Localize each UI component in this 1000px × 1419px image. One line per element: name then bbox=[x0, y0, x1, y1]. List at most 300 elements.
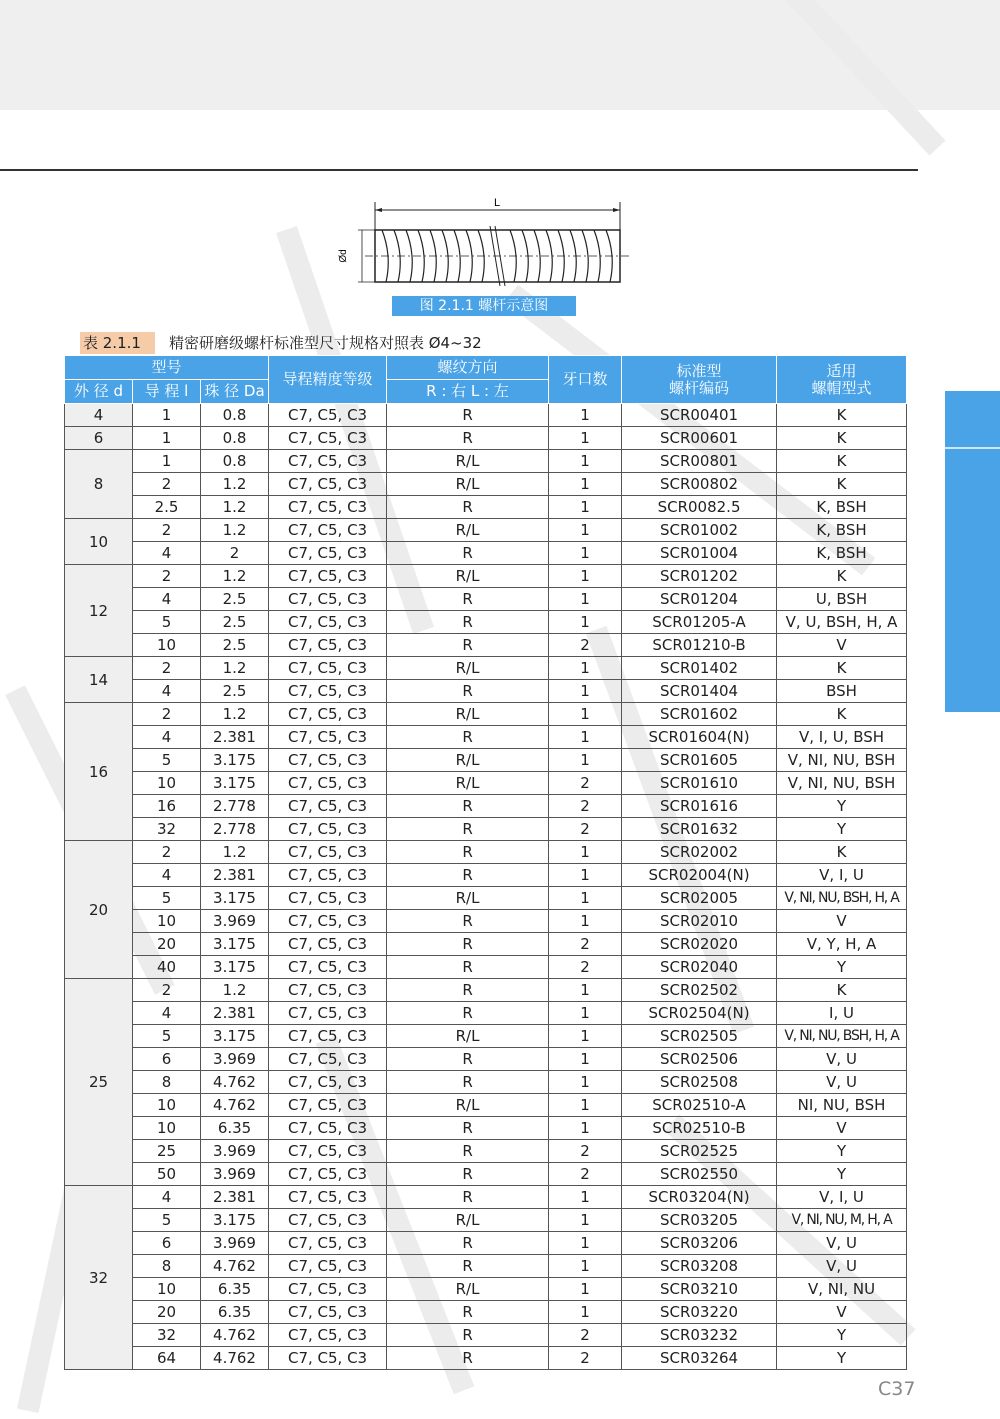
figure-caption: 图 2.1.1 螺杆示意图 bbox=[392, 296, 576, 316]
direction-cell: R bbox=[387, 1232, 549, 1255]
nut-type-cell: K bbox=[777, 657, 907, 680]
direction-cell: R bbox=[387, 818, 549, 841]
accuracy-cell: C7, C5, C3 bbox=[269, 1117, 387, 1140]
starts-cell: 2 bbox=[549, 1140, 622, 1163]
starts-cell: 1 bbox=[549, 1209, 622, 1232]
lead-cell: 2 bbox=[133, 657, 201, 680]
ball-diameter-cell: 2.5 bbox=[201, 680, 269, 703]
starts-cell: 1 bbox=[549, 542, 622, 565]
direction-cell: R bbox=[387, 795, 549, 818]
code-cell: SCR02505 bbox=[622, 1025, 777, 1048]
lead-cell: 5 bbox=[133, 1025, 201, 1048]
ball-diameter-cell: 3.969 bbox=[201, 910, 269, 933]
direction-cell: R bbox=[387, 427, 549, 450]
nut-type-cell: V, U bbox=[777, 1048, 907, 1071]
starts-cell: 1 bbox=[549, 979, 622, 1002]
ball-diameter-cell: 4.762 bbox=[201, 1094, 269, 1117]
screw-drawing bbox=[330, 192, 660, 297]
nut-type-cell: K bbox=[777, 565, 907, 588]
lead-cell: 1 bbox=[133, 427, 201, 450]
header-nut bbox=[777, 356, 907, 404]
accuracy-cell: C7, C5, C3 bbox=[269, 1140, 387, 1163]
nut-type-cell: V, NI, NU, M, H, A bbox=[777, 1209, 907, 1232]
table-row bbox=[65, 1255, 907, 1278]
table-row bbox=[65, 1278, 907, 1301]
nut-type-cell: K bbox=[777, 703, 907, 726]
nut-type-cell: V, U bbox=[777, 1255, 907, 1278]
code-cell: SCR00601 bbox=[622, 427, 777, 450]
starts-cell: 1 bbox=[549, 1278, 622, 1301]
ball-diameter-cell: 3.969 bbox=[201, 1163, 269, 1186]
lead-cell: 32 bbox=[133, 1324, 201, 1347]
table-row bbox=[65, 657, 907, 680]
lead-cell: 2 bbox=[133, 473, 201, 496]
starts-cell: 1 bbox=[549, 1071, 622, 1094]
starts-cell: 2 bbox=[549, 933, 622, 956]
table-row bbox=[65, 956, 907, 979]
ball-diameter-cell: 1.2 bbox=[201, 496, 269, 519]
direction-cell: R/L bbox=[387, 1025, 549, 1048]
starts-cell: 1 bbox=[549, 496, 622, 519]
starts-cell: 1 bbox=[549, 450, 622, 473]
ball-diameter-cell: 4.762 bbox=[201, 1324, 269, 1347]
starts-cell: 1 bbox=[549, 657, 622, 680]
lead-cell: 10 bbox=[133, 1278, 201, 1301]
lead-cell: 4 bbox=[133, 726, 201, 749]
code-cell: SCR03206 bbox=[622, 1232, 777, 1255]
ball-diameter-cell: 4.762 bbox=[201, 1071, 269, 1094]
top-band bbox=[0, 0, 1000, 110]
accuracy-cell: C7, C5, C3 bbox=[269, 427, 387, 450]
nut-type-cell: K, BSH bbox=[777, 496, 907, 519]
code-cell: SCR02040 bbox=[622, 956, 777, 979]
ball-diameter-cell: 4.762 bbox=[201, 1347, 269, 1370]
direction-cell: R bbox=[387, 933, 549, 956]
accuracy-cell: C7, C5, C3 bbox=[269, 933, 387, 956]
direction-cell: R bbox=[387, 979, 549, 1002]
starts-cell: 1 bbox=[549, 1048, 622, 1071]
direction-cell: R bbox=[387, 542, 549, 565]
table-row bbox=[65, 795, 907, 818]
direction-cell: R bbox=[387, 588, 549, 611]
direction-cell: R bbox=[387, 1324, 549, 1347]
lead-cell: 4 bbox=[133, 542, 201, 565]
accuracy-cell: C7, C5, C3 bbox=[269, 1324, 387, 1347]
lead-cell: 25 bbox=[133, 1140, 201, 1163]
table-row bbox=[65, 565, 907, 588]
starts-cell: 1 bbox=[549, 1025, 622, 1048]
accuracy-cell: C7, C5, C3 bbox=[269, 1094, 387, 1117]
outer-diameter-cell: 8 bbox=[65, 450, 133, 519]
starts-cell: 1 bbox=[549, 749, 622, 772]
direction-cell: R bbox=[387, 1140, 549, 1163]
table-row bbox=[65, 979, 907, 1002]
lead-cell: 10 bbox=[133, 1117, 201, 1140]
starts-cell: 1 bbox=[549, 588, 622, 611]
starts-cell: 1 bbox=[549, 611, 622, 634]
table-row bbox=[65, 496, 907, 519]
lead-cell: 1 bbox=[133, 404, 201, 427]
direction-cell: R bbox=[387, 404, 549, 427]
accuracy-cell: C7, C5, C3 bbox=[269, 1163, 387, 1186]
starts-cell: 1 bbox=[549, 473, 622, 496]
accuracy-cell: C7, C5, C3 bbox=[269, 565, 387, 588]
lead-cell: 2 bbox=[133, 703, 201, 726]
code-cell: SCR01632 bbox=[622, 818, 777, 841]
code-cell: SCR03232 bbox=[622, 1324, 777, 1347]
lead-cell: 8 bbox=[133, 1071, 201, 1094]
direction-cell: R bbox=[387, 1255, 549, 1278]
side-tab bbox=[945, 391, 1000, 712]
direction-cell: R/L bbox=[387, 657, 549, 680]
header-starts: 牙口数 bbox=[549, 356, 622, 404]
outer-diameter-cell: 4 bbox=[65, 404, 133, 427]
lead-cell: 4 bbox=[133, 864, 201, 887]
starts-cell: 2 bbox=[549, 795, 622, 818]
nut-type-cell: V bbox=[777, 910, 907, 933]
table-body bbox=[65, 404, 907, 1370]
nut-type-cell: Y bbox=[777, 1347, 907, 1370]
outer-diameter-cell: 10 bbox=[65, 519, 133, 565]
direction-cell: R/L bbox=[387, 473, 549, 496]
diameter-label: Ød bbox=[338, 249, 349, 263]
ball-diameter-cell: 2.5 bbox=[201, 611, 269, 634]
ball-diameter-cell: 3.175 bbox=[201, 772, 269, 795]
lead-cell: 2 bbox=[133, 841, 201, 864]
direction-cell: R/L bbox=[387, 1094, 549, 1117]
ball-diameter-cell: 6.35 bbox=[201, 1117, 269, 1140]
ball-diameter-cell: 0.8 bbox=[201, 427, 269, 450]
direction-cell: R/L bbox=[387, 749, 549, 772]
starts-cell: 2 bbox=[549, 1324, 622, 1347]
code-cell: SCR02504(N) bbox=[622, 1002, 777, 1025]
starts-cell: 1 bbox=[549, 427, 622, 450]
starts-cell: 1 bbox=[549, 404, 622, 427]
accuracy-cell: C7, C5, C3 bbox=[269, 749, 387, 772]
header-ball-d: 珠 径 Da bbox=[201, 380, 269, 404]
code-cell: SCR01402 bbox=[622, 657, 777, 680]
direction-cell: R bbox=[387, 1048, 549, 1071]
accuracy-cell: C7, C5, C3 bbox=[269, 404, 387, 427]
code-cell: SCR01205-A bbox=[622, 611, 777, 634]
table-title bbox=[80, 332, 482, 354]
ball-diameter-cell: 3.969 bbox=[201, 1140, 269, 1163]
nut-type-cell: K, BSH bbox=[777, 519, 907, 542]
starts-cell: 2 bbox=[549, 956, 622, 979]
ball-diameter-cell: 2.381 bbox=[201, 864, 269, 887]
ball-diameter-cell: 1.2 bbox=[201, 841, 269, 864]
outer-diameter-cell: 25 bbox=[65, 979, 133, 1186]
table-row bbox=[65, 749, 907, 772]
nut-type-cell: K bbox=[777, 979, 907, 1002]
code-cell: SCR02510-A bbox=[622, 1094, 777, 1117]
starts-cell: 1 bbox=[549, 1117, 622, 1140]
outer-diameter-cell: 12 bbox=[65, 565, 133, 657]
direction-cell: R bbox=[387, 864, 549, 887]
code-cell: SCR03205 bbox=[622, 1209, 777, 1232]
table-row bbox=[65, 1025, 907, 1048]
lead-cell: 2 bbox=[133, 519, 201, 542]
table-row bbox=[65, 1117, 907, 1140]
direction-cell: R bbox=[387, 1117, 549, 1140]
header-code-line1: 标准型 bbox=[676, 361, 722, 380]
starts-cell: 1 bbox=[549, 726, 622, 749]
direction-cell: R/L bbox=[387, 887, 549, 910]
nut-type-cell: V, I, U bbox=[777, 864, 907, 887]
code-cell: SCR03210 bbox=[622, 1278, 777, 1301]
code-cell: SCR01616 bbox=[622, 795, 777, 818]
table-row bbox=[65, 1140, 907, 1163]
lead-cell: 4 bbox=[133, 1186, 201, 1209]
code-cell: SCR02510-B bbox=[622, 1117, 777, 1140]
outer-diameter-cell: 20 bbox=[65, 841, 133, 979]
lead-cell: 5 bbox=[133, 887, 201, 910]
table-row bbox=[65, 818, 907, 841]
outer-diameter-cell: 32 bbox=[65, 1186, 133, 1370]
starts-cell: 1 bbox=[549, 680, 622, 703]
nut-type-cell: V bbox=[777, 1117, 907, 1140]
lead-cell: 10 bbox=[133, 1094, 201, 1117]
direction-cell: R bbox=[387, 1347, 549, 1370]
header-lead: 导 程 l bbox=[133, 380, 201, 404]
accuracy-cell: C7, C5, C3 bbox=[269, 1301, 387, 1324]
lead-cell: 16 bbox=[133, 795, 201, 818]
direction-cell: R bbox=[387, 956, 549, 979]
nut-type-cell: V, NI, NU, BSH, H, A bbox=[777, 887, 907, 910]
direction-cell: R/L bbox=[387, 703, 549, 726]
direction-cell: R bbox=[387, 1071, 549, 1094]
code-cell: SCR03204(N) bbox=[622, 1186, 777, 1209]
ball-diameter-cell: 2.381 bbox=[201, 726, 269, 749]
table-row bbox=[65, 473, 907, 496]
accuracy-cell: C7, C5, C3 bbox=[269, 1278, 387, 1301]
lead-cell: 8 bbox=[133, 1255, 201, 1278]
ball-diameter-cell: 3.175 bbox=[201, 749, 269, 772]
accuracy-cell: C7, C5, C3 bbox=[269, 473, 387, 496]
table-row bbox=[65, 588, 907, 611]
starts-cell: 2 bbox=[549, 1347, 622, 1370]
direction-cell: R/L bbox=[387, 450, 549, 473]
lead-cell: 40 bbox=[133, 956, 201, 979]
starts-cell: 1 bbox=[549, 887, 622, 910]
table-row bbox=[65, 1209, 907, 1232]
starts-cell: 1 bbox=[549, 864, 622, 887]
starts-cell: 1 bbox=[549, 703, 622, 726]
direction-cell: R/L bbox=[387, 519, 549, 542]
accuracy-cell: C7, C5, C3 bbox=[269, 818, 387, 841]
table-row bbox=[65, 1324, 907, 1347]
accuracy-cell: C7, C5, C3 bbox=[269, 956, 387, 979]
ball-diameter-cell: 2.381 bbox=[201, 1186, 269, 1209]
ball-diameter-cell: 0.8 bbox=[201, 450, 269, 473]
ball-diameter-cell: 1.2 bbox=[201, 519, 269, 542]
direction-cell: R/L bbox=[387, 565, 549, 588]
header-code bbox=[622, 356, 777, 404]
code-cell: SCR02502 bbox=[622, 979, 777, 1002]
code-cell: SCR03220 bbox=[622, 1301, 777, 1324]
direction-cell: R bbox=[387, 1186, 549, 1209]
nut-type-cell: V, I, U bbox=[777, 1186, 907, 1209]
nut-type-cell: V, U bbox=[777, 1232, 907, 1255]
table-title-text: 精密研磨级螺杆标准型尺寸规格对照表 Ø4~32 bbox=[168, 334, 482, 352]
table-row bbox=[65, 1048, 907, 1071]
nut-type-cell: K bbox=[777, 404, 907, 427]
starts-cell: 2 bbox=[549, 1163, 622, 1186]
table-row bbox=[65, 1232, 907, 1255]
nut-type-cell: V, NI, NU, BSH bbox=[777, 749, 907, 772]
code-cell: SCR02525 bbox=[622, 1140, 777, 1163]
ball-diameter-cell: 2.778 bbox=[201, 818, 269, 841]
header-nut-line2: 螺帽型式 bbox=[811, 378, 872, 397]
lead-cell: 2 bbox=[133, 565, 201, 588]
lead-cell: 4 bbox=[133, 680, 201, 703]
lead-cell: 2.5 bbox=[133, 496, 201, 519]
table-row bbox=[65, 1347, 907, 1370]
starts-cell: 2 bbox=[549, 818, 622, 841]
accuracy-cell: C7, C5, C3 bbox=[269, 772, 387, 795]
code-cell: SCR01610 bbox=[622, 772, 777, 795]
starts-cell: 2 bbox=[549, 634, 622, 657]
code-cell: SCR00401 bbox=[622, 404, 777, 427]
length-label: L bbox=[493, 197, 501, 209]
code-cell: SCR01604(N) bbox=[622, 726, 777, 749]
ball-diameter-cell: 2.778 bbox=[201, 795, 269, 818]
lead-cell: 5 bbox=[133, 611, 201, 634]
direction-cell: R bbox=[387, 1002, 549, 1025]
ball-diameter-cell: 0.8 bbox=[201, 404, 269, 427]
nut-type-cell: Y bbox=[777, 956, 907, 979]
direction-cell: R bbox=[387, 680, 549, 703]
table-row bbox=[65, 1163, 907, 1186]
table-row bbox=[65, 542, 907, 565]
accuracy-cell: C7, C5, C3 bbox=[269, 910, 387, 933]
lead-cell: 2 bbox=[133, 979, 201, 1002]
code-cell: SCR01404 bbox=[622, 680, 777, 703]
accuracy-cell: C7, C5, C3 bbox=[269, 841, 387, 864]
outer-diameter-cell: 14 bbox=[65, 657, 133, 703]
nut-type-cell: BSH bbox=[777, 680, 907, 703]
ball-diameter-cell: 3.175 bbox=[201, 887, 269, 910]
accuracy-cell: C7, C5, C3 bbox=[269, 588, 387, 611]
table-row bbox=[65, 519, 907, 542]
nut-type-cell: Y bbox=[777, 1140, 907, 1163]
accuracy-cell: C7, C5, C3 bbox=[269, 519, 387, 542]
nut-type-cell: K bbox=[777, 427, 907, 450]
ball-diameter-cell: 2.5 bbox=[201, 588, 269, 611]
lead-cell: 20 bbox=[133, 1301, 201, 1324]
ball-diameter-cell: 2.5 bbox=[201, 634, 269, 657]
lead-cell: 6 bbox=[133, 1048, 201, 1071]
accuracy-cell: C7, C5, C3 bbox=[269, 1186, 387, 1209]
lead-cell: 20 bbox=[133, 933, 201, 956]
table-row bbox=[65, 427, 907, 450]
table-row bbox=[65, 841, 907, 864]
ball-diameter-cell: 2 bbox=[201, 542, 269, 565]
accuracy-cell: C7, C5, C3 bbox=[269, 1255, 387, 1278]
code-cell: SCR02506 bbox=[622, 1048, 777, 1071]
header-nut-line1: 适用 bbox=[826, 361, 857, 380]
accuracy-cell: C7, C5, C3 bbox=[269, 634, 387, 657]
table-row bbox=[65, 680, 907, 703]
nut-type-cell: V, U bbox=[777, 1071, 907, 1094]
ball-diameter-cell: 3.175 bbox=[201, 956, 269, 979]
outer-diameter-cell: 16 bbox=[65, 703, 133, 841]
code-cell: SCR02004(N) bbox=[622, 864, 777, 887]
nut-type-cell: V, U, BSH, H, A bbox=[777, 611, 907, 634]
code-cell: SCR01605 bbox=[622, 749, 777, 772]
lead-cell: 5 bbox=[133, 1209, 201, 1232]
header-direction: 螺纹方向 bbox=[387, 356, 549, 380]
direction-cell: R/L bbox=[387, 772, 549, 795]
lead-cell: 6 bbox=[133, 1232, 201, 1255]
direction-cell: R bbox=[387, 1301, 549, 1324]
nut-type-cell: Y bbox=[777, 1163, 907, 1186]
starts-cell: 1 bbox=[549, 1232, 622, 1255]
lead-cell: 50 bbox=[133, 1163, 201, 1186]
table-row bbox=[65, 1002, 907, 1025]
accuracy-cell: C7, C5, C3 bbox=[269, 496, 387, 519]
table-row bbox=[65, 450, 907, 473]
nut-type-cell: V, NI, NU, BSH, H, A bbox=[777, 1025, 907, 1048]
accuracy-cell: C7, C5, C3 bbox=[269, 726, 387, 749]
code-cell: SCR0082.5 bbox=[622, 496, 777, 519]
table-row bbox=[65, 887, 907, 910]
ball-diameter-cell: 3.969 bbox=[201, 1232, 269, 1255]
ball-diameter-cell: 4.762 bbox=[201, 1255, 269, 1278]
nut-type-cell: K bbox=[777, 473, 907, 496]
code-cell: SCR02010 bbox=[622, 910, 777, 933]
code-cell: SCR02002 bbox=[622, 841, 777, 864]
ball-diameter-cell: 6.35 bbox=[201, 1301, 269, 1324]
nut-type-cell: NI, NU, BSH bbox=[777, 1094, 907, 1117]
header-model: 型号 bbox=[65, 356, 269, 380]
direction-cell: R/L bbox=[387, 1278, 549, 1301]
direction-cell: R bbox=[387, 496, 549, 519]
accuracy-cell: C7, C5, C3 bbox=[269, 680, 387, 703]
accuracy-cell: C7, C5, C3 bbox=[269, 887, 387, 910]
nut-type-cell: Y bbox=[777, 1324, 907, 1347]
accuracy-cell: C7, C5, C3 bbox=[269, 611, 387, 634]
code-cell: SCR00802 bbox=[622, 473, 777, 496]
header-code-line2: 螺杆编码 bbox=[669, 378, 730, 397]
ball-diameter-cell: 3.969 bbox=[201, 1048, 269, 1071]
nut-type-cell: V, NI, NU, BSH bbox=[777, 772, 907, 795]
ball-diameter-cell: 1.2 bbox=[201, 565, 269, 588]
header-direction-sub: R : 右 L : 左 bbox=[387, 380, 549, 404]
accuracy-cell: C7, C5, C3 bbox=[269, 703, 387, 726]
table-row bbox=[65, 933, 907, 956]
nut-type-cell: V, NI, NU bbox=[777, 1278, 907, 1301]
lead-cell: 10 bbox=[133, 634, 201, 657]
accuracy-cell: C7, C5, C3 bbox=[269, 979, 387, 1002]
outer-diameter-cell: 6 bbox=[65, 427, 133, 450]
header-outer-d: 外 径 d bbox=[65, 380, 133, 404]
starts-cell: 1 bbox=[549, 1094, 622, 1117]
spec-table bbox=[64, 355, 907, 1370]
code-cell: SCR02005 bbox=[622, 887, 777, 910]
lead-cell: 32 bbox=[133, 818, 201, 841]
lead-cell: 10 bbox=[133, 910, 201, 933]
code-cell: SCR01602 bbox=[622, 703, 777, 726]
code-cell: SCR01204 bbox=[622, 588, 777, 611]
table-row bbox=[65, 634, 907, 657]
header-rule bbox=[0, 169, 918, 171]
accuracy-cell: C7, C5, C3 bbox=[269, 1209, 387, 1232]
nut-type-cell: V bbox=[777, 1301, 907, 1324]
accuracy-cell: C7, C5, C3 bbox=[269, 795, 387, 818]
starts-cell: 1 bbox=[549, 910, 622, 933]
code-cell: SCR03208 bbox=[622, 1255, 777, 1278]
